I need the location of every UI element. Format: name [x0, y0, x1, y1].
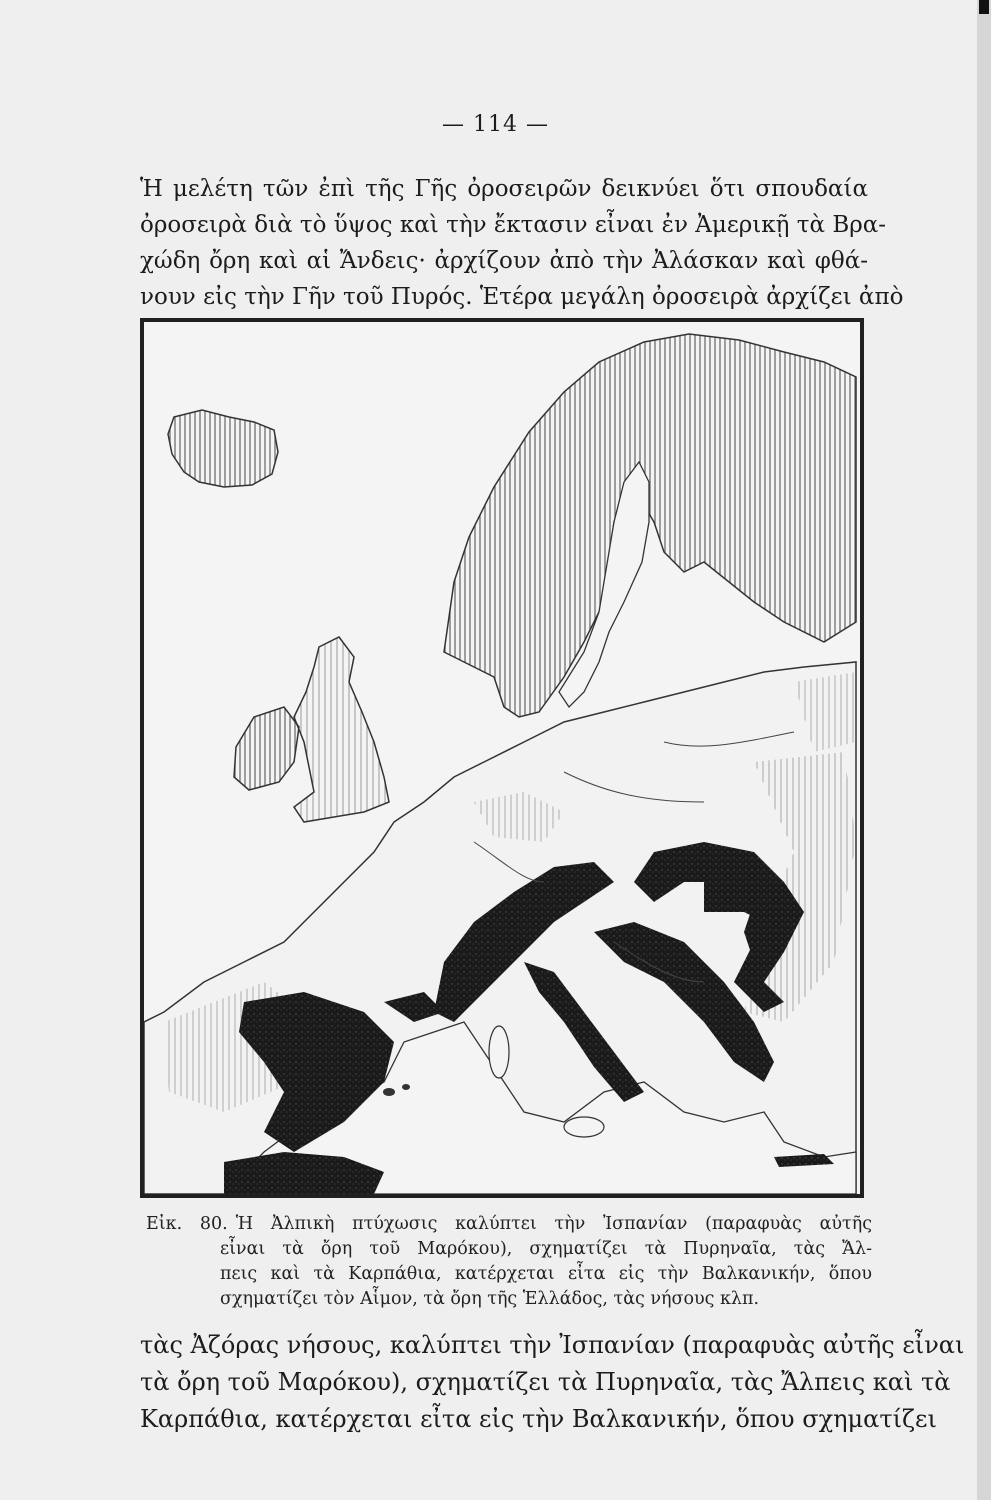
scandinavia-landmass: [444, 334, 856, 717]
paragraph-line: Ἡ μελέτη τῶν ἐπὶ τῆς Γῆς ὀροσειρῶν δεικνύει ὅτι σπουδαία: [140, 176, 868, 202]
top-paragraph: [140, 171, 904, 315]
figure-caption: [146, 1212, 872, 1312]
page-edge: [977, 0, 991, 1500]
europe-alpine-folding-map: [140, 318, 864, 1198]
paragraph-line: νουν εἰς τὴν Γῆν τοῦ Πυρός. Ἑτέρα μεγάλη ὀροσειρὰ ἀρχίζει ἀπὸ: [140, 284, 904, 310]
paragraph-line: τὰ ὄρη τοῦ Μαρόκου), σχηματίζει τὰ Πυρηναῖα, τὰς Ἄλπεις καὶ τὰ: [140, 1368, 951, 1396]
iceland-landmass: [168, 410, 278, 487]
balearic-island: [383, 1088, 395, 1096]
map-illustration: [144, 322, 860, 1194]
paragraph-line: τὰς Ἀζόρας νήσους, καλύπτει τὴν Ἰσπανίαν (παραφυὰς αὐτῆς εἶναι: [140, 1331, 965, 1359]
bottom-paragraph: [140, 1327, 965, 1438]
figure-label: Εἰκ. 80.: [146, 1214, 228, 1234]
caption-line: πεις καὶ τὰ Καρπάθια, κατέρχεται εἶτα εἰς τὴν Βαλκανικήν, ὅπου: [220, 1264, 872, 1284]
caption-line: σχηματίζει τὸν Αἷμον, τὰ ὄρη τῆς Ἑλλάδος, τὰς νήσους κλπ.: [220, 1289, 760, 1309]
sicily: [564, 1117, 604, 1137]
page-corner-mark: [979, 0, 989, 14]
caption-line: Ἡ Ἀλπικὴ πτύχωσις καλύπτει τὴν Ἰσπανίαν (παραφυὰς αὐτῆς: [235, 1214, 873, 1234]
ireland-landmass: [234, 707, 299, 790]
page-number: — 114 —: [442, 112, 549, 137]
paragraph-line: Καρπάθια, κατέρχεται εἶτα εἰς τὴν Βαλκανικήν, ὅπου σχηματίζει: [140, 1405, 937, 1433]
paragraph-line: ὀροσειρὰ διὰ τὸ ὕψος καὶ τὴν ἔκτασιν εἶναι ἐν Ἀμερικῇ τὰ Βρα-: [140, 212, 887, 238]
great-britain-landmass: [294, 637, 389, 822]
paragraph-line: χώδη ὄρη καὶ αἱ Ἄνδεις· ἀρχίζουν ἀπὸ τὴν Ἀλάσκαν καὶ φθά-: [140, 248, 868, 274]
caption-line: εἶναι τὰ ὄρη τοῦ Μαρόκου), σχηματίζει τὰ Πυρηναῖα, τὰς Ἄλ-: [220, 1239, 872, 1259]
balearic-island: [402, 1084, 410, 1090]
sardinia-corsica: [489, 1026, 509, 1078]
